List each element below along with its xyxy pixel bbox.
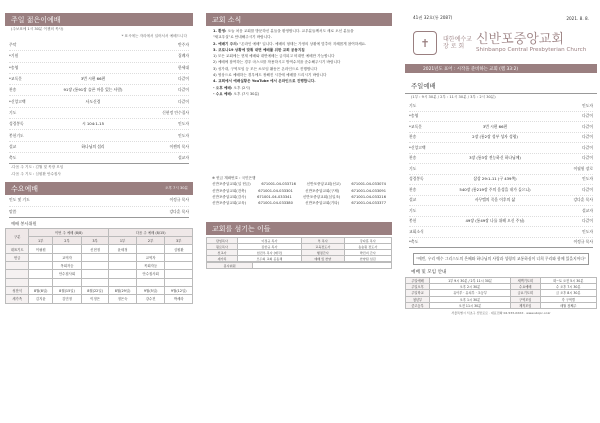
order-item: 찬송 [409,134,417,140]
order-row [9,130,189,141]
schedule-table [405,277,597,309]
order-person: 다같이 [581,113,593,119]
order-row [9,40,189,51]
table-cell [6,262,29,270]
table-row [207,256,392,262]
order-person: 다같이 [581,123,593,129]
table-cell: 오후 2시 30분 [430,284,511,290]
order-item: 성경봉독 [9,121,24,127]
table-cell: 박민지 간사 [344,250,391,256]
table-cell: 목회자등 [53,262,82,270]
news-item: 2. 예배기 주의: "온라인 예배" 입니다. 예배의 형태는 가정의 상황에 맞추어 지혜롭게 참여하세요. [213,41,367,46]
order-item: 기도 [409,207,417,213]
table-cell [6,270,29,278]
order-row [9,74,189,85]
table-cell: 교역자 [136,253,165,261]
order-row [9,153,189,164]
order-content: 사무엘의 죽음 이후의 삶 [474,197,516,203]
wednesday-worship-header: 수요예배 오후 7시 30분 [5,182,193,195]
table-cell [29,253,53,261]
order-person: 다같이 [177,98,189,104]
order-row [409,217,593,228]
table-cell: 예배 및 찬양 [301,256,344,262]
order-content: 사도신경 [85,98,101,104]
issue-bar [405,13,597,23]
table-cell [109,253,136,261]
order-content: 삼상 29:1-11 (구 439쪽) [473,176,517,182]
order-person: 신현정 안수집사 [162,109,189,115]
table-cell: 담임목사 [207,238,238,244]
order-row [9,195,189,206]
table-cell: 대표기도 [6,245,29,253]
order-person: 반주자 [177,42,189,48]
table-cell [136,245,165,253]
table-cell: 이정은 [81,295,108,303]
order-item: *송영 [9,64,19,70]
servers-subheader: 3부 [81,237,108,245]
order-row [409,196,593,207]
column-right [405,13,597,413]
table-cell: 김지윤 [29,295,53,303]
church-logo-icon: ✝ [413,31,437,55]
next-week-prayer: -다음 주 기도 : 심원환 안수집사 [11,172,61,177]
table-cell: 9월(5일) [136,286,165,294]
wednesday-order [5,195,193,218]
order-item: 설교 [409,197,417,203]
table-cell: 김민정 [53,295,82,303]
news-item: 4. 교회에서 예배실황은 YouTube 에서 온라인으로 진행합니다. [213,79,316,84]
section-title: 수요예배 [11,184,39,193]
table-cell [109,262,136,270]
young-adult-worship-header [5,13,193,26]
order-row [409,122,593,133]
table-cell: 매월 첫째주 [540,302,596,308]
order-row [9,119,189,130]
news-item: 3) 성가대, 구역모임 등 모든 소모임 활동은 온라인으로 진행합니다 [213,66,318,71]
table-cell: 윤세정 [109,245,136,253]
table-cell: 각 구역별 [540,296,596,302]
order-person: 다같이 [177,87,189,93]
news-item: - 수요 예배: 오후 (7시 30분) [213,91,260,96]
table-cell: 제직모임 [510,302,540,308]
table-cell: 정은숙 [109,295,136,303]
issue-number: 41권 32호(통 2087) [413,15,453,20]
table-cell [53,245,82,253]
order-item: 기도 [409,165,417,171]
table-row [6,262,193,270]
account-row: 신반포중앙교회(교육) 671001-04-033380 신반포중앙교회(기타) 671001-04-033377 [212,201,386,206]
order-person: 설교자 [581,207,593,213]
table-cell: 8월(22일) [81,286,108,294]
church-name-en: Shinbanpo Central Presbyterian Church [475,47,587,53]
order-row [9,51,189,62]
order-item: 기도 [409,102,417,108]
table-cell: 8월(29일) [109,286,136,294]
order-content: 시 104:1-15 [81,121,105,127]
order-item: *교독문 [409,123,422,129]
servers-title: 예배 봉사위원 [11,220,37,226]
account-row: 신반포중앙교회(감사) 671001-04-033341 신반포중앙교회(십일조) 671001-04-033216 [212,194,386,199]
table-row [6,286,193,294]
order-person: 다같이 [581,186,593,192]
table-cell [29,270,53,278]
order-content: 3번 시편 66편 [482,123,508,129]
order-person: 이젠의 목사 [169,143,189,149]
table-cell: 오후 1시 30분 [430,296,511,302]
order-item: 주악 [9,42,17,48]
order-row [9,142,189,153]
account-row: 신반포중앙교회(건축) 671001-04-033301 신반포중앙교회(구제) 671001-04-033091 [212,188,386,193]
order-row [409,227,593,238]
benediction-quote: "에빈, 우리 예수 그리스도의 은혜와 하나님의 사랑과 성령의 교통하심이 너희 무리와 함께 있을지어다" [413,253,589,265]
column-left [5,13,193,413]
table-cell: 8월(8일) [29,286,53,294]
order-person: 한세대 [177,64,189,70]
table-cell: 강수진 [136,295,165,303]
service-title: 주일예배 [405,73,597,94]
table-cell [81,278,108,286]
table-cell [165,262,193,270]
order-person: 인도자 [581,176,593,182]
table-cell [109,278,136,286]
order-item: *기원 [9,53,19,59]
order-item: 성경봉독 [409,176,424,182]
table-cell: 수요예배 [510,284,540,290]
table-cell: 부 목사 [301,238,344,244]
order-item: *신앙고백 [409,144,426,150]
table-cell: 원로목사 [207,244,238,250]
order-item: *송영 [409,113,419,119]
table-cell: 새가족 [6,295,29,303]
news-item: - 오후 예배: 오후 (2시) [213,85,251,90]
table-cell: 김한규 목사 [237,244,301,250]
news-item: "새교우실"로 안내해주시기 바랍니다. [213,35,272,40]
table-cell: 새벽기도회 [510,278,540,284]
order-content: 3번 시편 66편 [80,76,106,82]
table-cell: 교역자 [53,253,82,261]
table-cell: 교육전도사 [301,244,344,250]
order-item: 기도 [9,109,17,115]
news-item: 3. 코로나19 상황에 맞춰 대면 예배를 위한 교회 공동지침 [213,47,305,52]
order-item: *신앙고백 [9,98,26,104]
servers-subheader: 3부 [165,237,193,245]
church-news-header: 교회 소식 [206,13,392,26]
order-content: 91장 (통91장 슬픈 마음 있는 사람) [63,87,123,93]
order-person: 집례자 [177,53,189,59]
table-cell: 심원환 [165,245,193,253]
news-item: 2) 예배에 참여하는 경우 마스크를 착용하시고 방역수칙을 준수해주시기 바랍니다 [213,60,341,65]
order-person: 설교자 [177,155,189,161]
worship-time-note: (주보표에 1시 30분 이젠의 목사) [11,27,64,31]
order-content: 540장 (통219장 주의 음성을 내가 들으니) [459,186,531,192]
table-cell: 안수집사회 [136,270,165,278]
news-list [206,26,392,99]
table-cell [165,270,193,278]
order-row [409,238,593,249]
table-cell: 금요기도회 [510,290,540,296]
order-item: 찬송 [409,155,417,161]
table-cell [29,262,53,270]
news-item: 1) 모든 교회에는 현재 예배와 대면예배는 금지되고 비대면 예배만 가능합니다 [213,54,335,59]
table-cell: 이정규 목사 [237,238,301,244]
table-cell: 8월(15일) [53,286,82,294]
order-item: 찬송 [9,87,17,93]
schedule-title: 예배 및 모임 안내 [411,270,447,275]
table-cell: 행정간사 [301,250,344,256]
church-address: 서울특별시 서초구 신반포로 · 대표전화 02-533-XXXX · www.sbcpc.or.kr [451,310,551,315]
table-cell: 1부 9시 30분 / 2부 11시 30분 [430,278,511,284]
order-person: 다같이 [581,218,593,224]
table-cell: 목회자등 [136,262,165,270]
table-cell: 선교사 [207,250,238,256]
order-row [409,164,593,175]
order-person: 다같이 [177,76,189,82]
table-row [6,270,193,278]
servants-foot: 봉사위원 [206,262,392,269]
table-cell: 화~토 오전 5시 30분 [540,278,596,284]
table-row [6,253,193,261]
servers-subheader: 2부 [136,237,165,245]
news-item: 4) 영상으로 예배하는 경우에도 정해진 시간에 예배를 드리시기 바랍니다 [213,73,327,78]
order-row [409,175,593,186]
news-item: 1. 환영: 오늘 처음 교회를 방문하신 분들을 환영합니다. 교우분들께서도 새로 오신 분들을 [213,29,354,33]
account-row: 신반포중앙교회(일 헌금) 671001-04-033716 신반포중앙교회(선교) 671001-04-033074 [212,182,386,187]
table-cell: 헌금 [6,253,29,261]
table-row [6,245,193,253]
order-person: 강다훈 목사 [169,208,189,214]
table-cell: 9월(12일) [165,286,193,294]
table-cell: 주일예배 [406,278,430,284]
table-cell: 강다훈 목사 [344,238,391,244]
order-row [409,206,593,217]
stand-note: * 표시에는 자리에서 일어서서 예배드니다 [121,34,187,38]
servers-subheader: 1부 [29,237,53,245]
order-content: 3장 (통3장 전능하신 하나님께) [469,155,521,161]
table-cell [165,278,193,286]
table-cell: 모두의 교회 공동체 [237,256,301,262]
table-cell: 오전 11시 30분 [430,302,511,308]
order-item: 봉헌 [409,218,417,224]
order-content: 49장 (통49장 나를 위해 오신 주님) [465,218,525,224]
church-name: 신반포중앙교회 [475,32,564,47]
service-time-note: (1부 : 9시 30분 / 2부 : 11시 30분 / 3부 : 2시 30분) [411,95,496,99]
year-motto: 2021년도 표어 : 시작을 준비하는 교회 (렘 33:2) [405,64,597,73]
table-cell: 찬양팀 섬김 [344,256,391,262]
worship-order [5,40,193,164]
order-person: 이정규 목사 [169,197,189,203]
church-servants-header: 교회를 섬기는 이들 [206,222,392,235]
order-row [9,63,189,74]
table-cell: 임진우 목사 (태국) [237,250,301,256]
table-cell: 새가족 [207,256,238,262]
order-person: 다같이 [581,144,593,150]
order-row [409,112,593,123]
table-cell [81,253,108,261]
order-row [409,133,593,144]
table-cell [81,270,108,278]
order-person: 인도자 [581,228,593,234]
order-person: 인도자 [581,102,593,108]
order-item: *교독문 [9,76,22,82]
order-person: 이정규 목사 [573,239,593,245]
table-cell [6,278,29,286]
table-cell: 금 오후 8시 30분 [540,290,596,296]
church-brand: ✝ 대한예수교 장 로 회 신반포중앙교회 Shinbanpo Central Presbyterian Church [405,23,597,63]
order-person: 인도자 [177,132,189,138]
order-row [409,154,593,165]
table-cell: 안수집사회 [53,270,82,278]
table-cell [165,253,193,261]
order-person: 다같이 [581,134,593,140]
order-row [9,96,189,107]
table-cell: 중고등부 [406,302,430,308]
column-middle [206,13,392,413]
table-row [6,295,193,303]
order-content: 2장 (통2장 성부 성자 성령) [472,134,518,140]
table-cell [136,278,165,286]
order-item: 교회소식 [409,228,424,234]
table-cell: 성찬식 [6,286,29,294]
service-order [405,101,597,248]
issue-date: 2021. 8. 8. [566,15,589,21]
section-title: 주일 젊은이예배 [11,15,61,24]
order-item: 봉헌기도 [9,132,24,138]
order-person: 강다훈 목사 [573,197,593,203]
table-cell [29,278,53,286]
order-content: 하나님의 섭리 [81,143,105,149]
table-cell: 신현정 [81,245,108,253]
order-item: *축도 [409,239,419,245]
table-cell: 구역모임 [510,296,540,302]
table-cell: 유아부 · 유치부 · 초등부 [430,290,511,296]
order-item: 인도 및 기도 [9,197,30,203]
table-cell: 수 오후 7시 30분 [540,284,596,290]
order-item: 찬송 [409,186,417,192]
table-cell: 주일학교 [406,290,430,296]
account-list: ※ 헌금 계좌번호 : 국민은행 신반포중앙교회(일 헌금) 671001-04-033716 신반포중앙교회(선교) 671001-04-033074 신반포중앙교회(건축) 671001-04-033301 신반포중앙교회(구제) 671001-04-033091 신반포중앙교회(감사) 671001-04-033341 신반포중앙교회(십일조) 671001-04-033216 신반포중앙교회(교육) 671001-04-033380 신반포중앙교회(기타) 671001-04-033377 [212,176,386,206]
table-cell: 박세라 [165,295,193,303]
order-person: 이필원 장로 [573,165,593,171]
servers-table: 구분 이번 주 예배 (8/8) 다음 주 예배 (8/15) 1부 2부 3부 1부 2부 3부 대표기도 이필원 신현정 윤세정 심원환 헌금 교역자 교역자 목회자등 목회자등 안수집사회 안수집사회 성찬식 8월(8일) 8월(15일) 8월(22일) 8월(29일) 9월(5일) 9월(12일) 새가족 김지윤 김민정 이정은 정은숙 강수진 박세라 [5,228,193,304]
table-cell: 청년부 [406,296,430,302]
table-cell [81,262,108,270]
servants-table [206,237,392,262]
next-week-note: -다음 주 기도 : 김월 및 목장 모임 [11,165,64,170]
order-item: 설교 [9,143,17,149]
table-cell: 이필원 [29,245,53,253]
order-row [409,185,593,196]
order-item: 축도 [9,155,17,161]
servers-subheader: 1부 [109,237,136,245]
order-row [9,85,189,96]
table-cell [53,278,82,286]
order-row [409,101,593,112]
order-row [9,108,189,119]
table-cell [109,270,136,278]
order-person: 인도자 [177,121,189,127]
order-row [409,143,593,154]
order-row [9,207,189,218]
servers-subheader: 2부 [53,237,82,245]
table-cell: 주일오후 [406,284,430,290]
order-item: 말씀 [9,208,17,214]
table-cell: 송승원 전도사 [344,244,391,250]
table-row [406,302,597,308]
order-person: 다같이 [581,155,593,161]
table-row [6,278,193,286]
